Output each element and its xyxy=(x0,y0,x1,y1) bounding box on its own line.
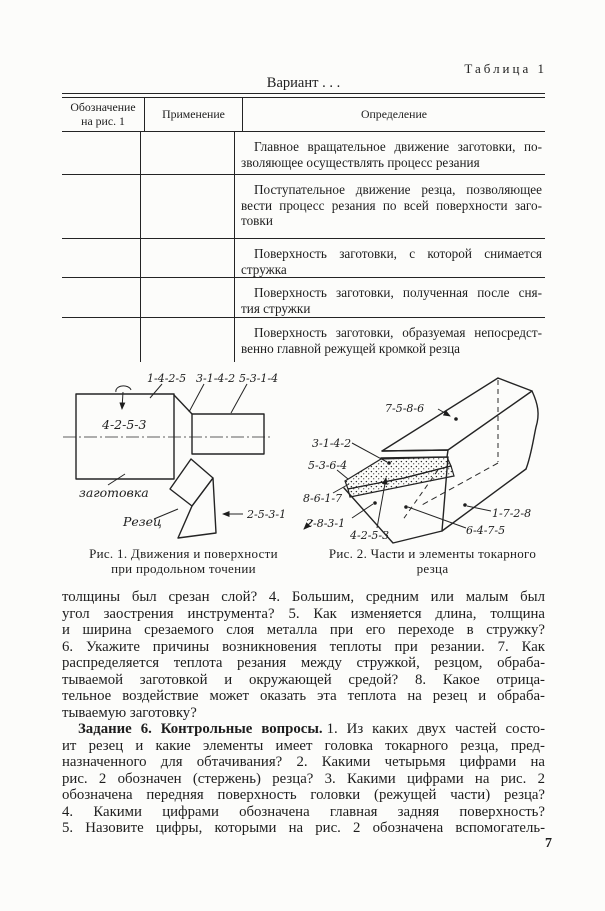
leader-line xyxy=(189,384,204,412)
cutter-shank xyxy=(178,478,216,538)
table-header-row xyxy=(62,98,545,132)
definitions-table xyxy=(62,93,545,362)
table-number-label: Таблица 1 xyxy=(464,61,547,76)
definition-cell: Поступательное движение резца, позволяющее вести процесс резания по всей поверхности заго- товки xyxy=(241,182,542,229)
table-row xyxy=(62,239,545,278)
figure2-drawing xyxy=(295,365,570,550)
workpiece-outline xyxy=(76,394,174,479)
table-row xyxy=(62,175,545,239)
leader-dot xyxy=(373,501,377,505)
header-application: Применение xyxy=(145,98,243,131)
figure1-drawing xyxy=(55,365,305,545)
fig2-label-edge1: 5-3-6-4 xyxy=(308,459,348,472)
fig1-label-feed: 2-5-3-1 xyxy=(247,508,287,521)
leader-dot xyxy=(387,461,391,465)
fig1-label-rotation: 4-2-5-3 xyxy=(102,417,147,432)
figure2-caption: Рис. 2. Части и элементы токарного резца xyxy=(328,546,537,576)
leader-line xyxy=(408,507,466,528)
fig1-label-surface-machined: 5-3-1-4 xyxy=(239,372,279,385)
header-designation: Обозначение на рис. 1 xyxy=(62,98,145,131)
paragraph-questions-5: толщины был срезан слой? 4. Большим, средним или малым был угол заострения инструмента? 5. Как изменяется длина, толщина и ширина срезаемого слоя металла при его переходе в стружку? 6. Укажите причины возникновения теплоты при резании. 7. Как распределяется теплота резания между стружкой, резцом, обраба- тываемой заготовкой и окружающей средой? 8. Какое отрица- тельное воздействие может оказать эта теплота на резец и обраба- тываемую заготовку? xyxy=(62,589,545,721)
page-number: 7 xyxy=(545,836,552,851)
leader-dot xyxy=(454,417,458,421)
task-6-heading: Задание 6. Контрольные вопросы. xyxy=(78,721,323,737)
definition-cell: Главное вращательное движение заготовки, по- зволяющее осуществлять процесс резания xyxy=(241,139,542,170)
fig2-label-edge3: 2-8-3-1 xyxy=(306,517,346,530)
shank-torn-edge xyxy=(526,391,538,469)
table-row xyxy=(62,132,545,175)
shank-bottom-edge xyxy=(442,469,526,531)
fig2-label-face1: 4-2-5-3 xyxy=(350,529,390,542)
header-definition: Определение xyxy=(360,106,428,121)
leader-line xyxy=(352,504,373,518)
fig1-label-surface-top: 1-4-2-5 xyxy=(147,372,187,385)
fig2-label-face2: 6-4-7-5 xyxy=(466,524,506,537)
variant-label: Вариант . . . xyxy=(266,75,341,91)
rotation-arc xyxy=(116,386,131,392)
leader-dot xyxy=(463,503,467,507)
fig2-label-edge2: 8-6-1-7 xyxy=(303,492,343,505)
fig2-label-top-face: 7-5-8-6 xyxy=(385,402,425,415)
fig1-label-surface-cut: 3-1-4-2 xyxy=(196,372,236,385)
definition-cell: Поверхность заготовки, образуемая непосредст- венно главной режущей кромкой резца xyxy=(241,325,542,356)
machined-cylinder xyxy=(192,414,264,454)
leader-dot xyxy=(404,505,408,509)
paragraph-task-6: Задание 6. Контрольные вопросы. 1. Из каких двух частей состо- ит резец и какие элементы имеет головка токарного резца, пред- назначенного для обтачивания? 2. Какими четырьмя цифрами на рис. 2 обозначен (стержень) резца? 3. Какими цифрами на рис. 2 обозначена передняя поверхность головки (режущей части) резца? 4. Какими цифрами обозначена главная задняя поверхность? 5. Назовите цифры, которыми на рис. 2 обозначена вспомогатель- xyxy=(62,721,545,836)
definition-cell: Поверхность заготовки, полученная после сня- тия стружки xyxy=(241,285,542,316)
fig2-label-front-face: 3-1-4-2 xyxy=(312,437,352,450)
leader-line xyxy=(352,443,387,462)
fig1-label-tool: Резец xyxy=(123,514,162,529)
table-row xyxy=(62,278,545,318)
body-text xyxy=(62,589,545,837)
figure1-caption: Рис. 1. Движения и поверхности при продольном точении xyxy=(89,546,278,576)
definition-cell: Поверхность заготовки, с которой снимается стружка xyxy=(241,246,542,277)
leader-line xyxy=(150,384,162,398)
fig1-label-workpiece: заготовка xyxy=(79,485,149,500)
leader-line xyxy=(231,384,247,413)
fig2-label-side-face: 1-7-2-8 xyxy=(492,507,532,520)
table-row xyxy=(62,318,545,362)
cutter-head xyxy=(170,459,213,506)
